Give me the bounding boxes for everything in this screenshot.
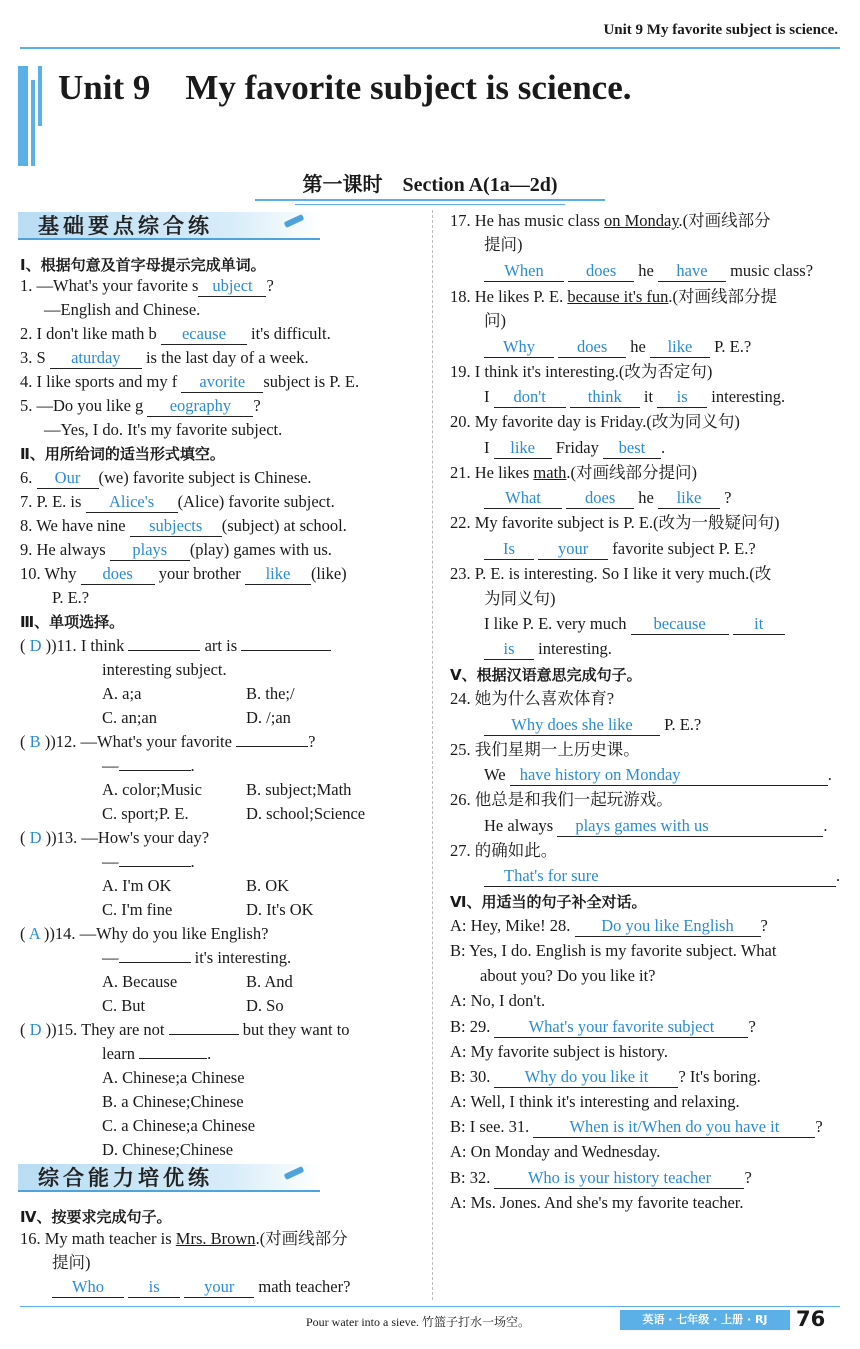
option-d: D. Chinese;Chinese [102,1140,234,1159]
question-23-cont: 为同义句) [484,589,556,608]
question-23-answer: I like P. E. very much because it [484,613,785,635]
dialogue-line: B: 30. Why do you like it ? It's boring. [450,1067,761,1086]
question-23: 23. P. E. is interesting. So I like it very much.(改 [450,564,772,583]
question-1-answer-line: —English and Chinese. [44,300,201,319]
title-bar [18,66,28,166]
question-11-stem: interesting subject. [102,660,227,679]
question-23-answer-cont: is interesting. [484,638,612,660]
section-rule [295,204,565,205]
part1-heading: Ⅰ、根据句意及首字母提示完成单词。 [20,256,266,274]
unit-title: Unit 9 My favorite subject is science. [58,68,632,107]
question-14: ( A ))14. —Why do you like English? [20,924,269,943]
option-b: B. a Chinese;Chinese [102,1092,244,1111]
question-13-stem: — . [102,852,195,871]
question-10: 10. Why does your brother like (like) [20,564,347,583]
running-head: Unit 9 My favorite subject is science. [603,22,838,38]
option-b: B. And [246,972,293,991]
question-19: 19. I think it's interesting.(改为否定句) [450,362,713,381]
option-a: A. Chinese;a Chinese [102,1068,245,1087]
question-5-answer-line: —Yes, I do. It's my favorite subject. [44,420,283,439]
question-16-answer: Who is your math teacher? [52,1276,350,1298]
option-c: C. But [102,996,146,1015]
option-d: D. /;an [246,708,291,727]
question-16-cont: 提问) [52,1253,91,1272]
question-20: 20. My favorite day is Friday.(改为同义句) [450,412,740,431]
dialogue-line: about you? Do you like it? [480,966,656,985]
question-14-stem: — it's interesting. [102,948,292,967]
question-25: 25. 我们星期一上历史课。 [450,740,640,759]
option-a: A. I'm OK [102,876,172,895]
section-rule [255,199,605,201]
option-b: B. the;/ [246,684,295,703]
question-12-stem: — . [102,756,195,775]
question-12: ( B ))12. —What's your favorite ? [20,732,316,751]
question-24: 24. 她为什么喜欢体育? [450,689,615,708]
option-c: C. sport;P. E. [102,804,189,823]
option-a: A. Because [102,972,178,991]
banner-basic: 基础要点综合练 [18,212,320,240]
question-5: 5. —Do you like g eography ? [20,396,261,415]
part4-heading: Ⅳ、按要求完成句子。 [20,1208,172,1226]
book-badge: 英语 · 七年级 · 上册 · RJ [620,1310,790,1330]
question-26: 26. 他总是和我们一起玩游戏。 [450,790,673,809]
dialogue-line: B: 29. What's your favorite subject ? [450,1017,756,1036]
option-b: B. OK [246,876,290,895]
proverb: Pour water into a sieve. 竹篮子打水一场空。 [306,1315,530,1329]
column-divider [432,210,433,1300]
question-17-cont: 提问) [484,235,523,254]
question-18-cont: 问) [484,311,506,330]
part5-heading: Ⅴ、根据汉语意思完成句子。 [450,666,642,684]
option-a: A. color;Music [102,780,202,799]
option-a: A. a;a [102,684,142,703]
option-d: D. So [246,996,284,1015]
dialogue-line: A: My favorite subject is history. [450,1042,668,1061]
question-15: ( D ))15. They are not but they want to [20,1020,350,1039]
title-bar [31,80,35,166]
question-27-answer: That's for sure . [484,865,840,887]
pencil-icon [284,214,305,228]
question-15-stem: learn . [102,1044,212,1063]
question-13: ( D ))13. —How's your day? [20,828,210,847]
option-c: C. I'm fine [102,900,173,919]
banner-advanced: 综合能力培优练 [18,1164,320,1192]
part2-heading: Ⅱ、用所给词的适当形式填空。 [20,445,225,463]
option-c: C. a Chinese;a Chinese [102,1116,256,1135]
dialogue-line: A: No, I don't. [450,991,546,1010]
question-25-answer: We have history on Monday . [484,765,832,784]
part6-heading: Ⅵ、用适当的句子补全对话。 [450,893,647,911]
question-6: 6. Our (we) favorite subject is Chinese. [20,468,312,487]
option-c: C. an;an [102,708,157,727]
question-20-answer: I like Friday best . [484,438,666,457]
question-17: 17. He has music class on Monday.(对画线部分 [450,211,771,230]
option-d: D. It's OK [246,900,314,919]
question-11: ( D ))11. I think art is [20,635,331,657]
title-bar [38,66,42,126]
question-19-answer: I don't think it is interesting. [484,387,786,406]
dialogue-line: B: 32. Who is your history teacher ? [450,1168,752,1187]
question-1: 1. —What's your favorite s ubject ? [20,276,274,295]
dialogue-line: A: Well, I think it's interesting and relaxing. [450,1092,740,1111]
question-18-answer: Why does he like P. E.? [484,336,751,358]
pencil-icon [284,1166,305,1180]
question-26-answer: He always plays games with us . [484,816,828,835]
question-27: 27. 的确如此。 [450,841,558,860]
footer-rule [20,1306,840,1307]
question-21-answer: What does he like ? [484,487,731,509]
option-b: B. subject;Math [246,780,352,799]
question-17-answer: When does he have music class? [484,260,813,282]
question-21: 21. He likes math.(对画线部分提问) [450,463,698,482]
question-22: 22. My favorite subject is P. E.(改为一般疑问句) [450,513,780,532]
question-22-answer: Is your favorite subject P. E.? [484,538,756,560]
header-rule [20,47,840,49]
dialogue-line: A: Ms. Jones. And she's my favorite teacher. [450,1193,744,1212]
section-title: 第一课时 Section A(1a—2d) [302,174,558,196]
question-18: 18. He likes P. E. because it's fun.(对画线部分提 [450,287,777,306]
question-10-cont: P. E.? [52,588,90,607]
page-number: 76 [796,1307,826,1331]
question-2: 2. I don't like math b ecause it's difficult. [20,324,331,343]
question-7: 7. P. E. is Alice's (Alice) favorite subject. [20,492,335,511]
option-d: D. school;Science [246,804,366,823]
dialogue-line: B: I see. 31. When is it/When do you have it ? [450,1117,823,1136]
question-24-answer: Why does she like P. E.? [484,714,701,736]
question-4: 4. I like sports and my f avorite subject is P. E. [20,372,360,391]
question-3: 3. S aturday is the last day of a week. [20,348,309,367]
question-8: 8. We have nine subjects (subject) at school. [20,516,347,535]
question-16: 16. My math teacher is Mrs. Brown.(对画线部分 [20,1229,348,1248]
part3-heading: Ⅲ、单项选择。 [20,613,125,631]
question-9: 9. He always plays (play) games with us. [20,540,332,559]
dialogue-line: B: Yes, I do. English is my favorite subject. What [450,941,777,960]
dialogue-line: A: Hey, Mike! 28. Do you like English ? [450,916,768,935]
dialogue-line: A: On Monday and Wednesday. [450,1142,661,1161]
